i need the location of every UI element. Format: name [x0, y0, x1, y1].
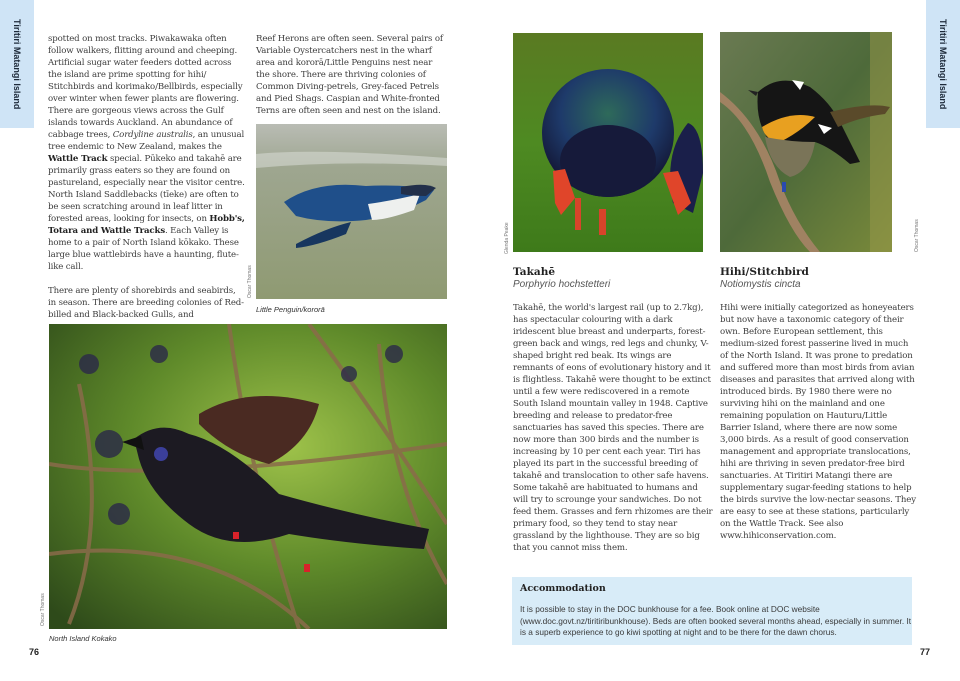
hihi-photo-credit: Oscar Thomas — [914, 219, 920, 252]
takahe-description — [513, 302, 713, 566]
accommodation-text: It is possible to stay in the DOC bunkhouse for a fee. Book online at DOC website (www.doc.govt.nz/tiritiribunkhouse). Beds are often booked several months ahead, especially in summer. It is a superb experience to go kiwi spotting at night and to be there for the dawn chorus. — [520, 604, 912, 637]
penguin-photo-caption: Little Penguin/kororā — [256, 305, 325, 314]
page-number-right: 77 — [920, 647, 931, 657]
left-column-1 — [48, 33, 246, 333]
kokako-image — [49, 324, 447, 629]
kokako-photo-credit: Oscar Thomas — [40, 593, 46, 626]
takahe-heading: Takahē — [513, 266, 556, 278]
north-island-kokako-photo — [49, 324, 447, 629]
hihi-latin-name: Notiomystis cincta — [720, 279, 801, 290]
latin-name: Cordyline australis — [112, 130, 193, 140]
track-name: Wattle Track — [48, 154, 108, 164]
page-number-left: 76 — [29, 647, 40, 657]
takahe-image — [513, 33, 703, 252]
takahe-paragraph: Takahē, the world's largest rail (up to 2.7kg), has spectacular colouring with a dark iridescent blue breast and underparts, forest-green back and wings, red legs and chunky, V-shaped bright red beak. Its wings are remnants of eons of evolutionary history and it is flightless. Takahē were thought to be extinct until a few were rediscovered in a remote South Island mountain valley in 1948. Captive breeding and release to predator-free sanctuaries has saved this species. There are now more than 300 birds and the number is increasing by 10 per cent each year. Tiri has played its part in the successful breeding of takahē and translocation to other safe havens. Some takahē are habituated to humans and will try to scrounge your sandwiches. Do not feed them. Grasses and fern rhizomes are their primary food, so they tend to stay near grassland by the lighthouse. They are so big that you cannot miss them. — [513, 303, 713, 553]
running-head-tab-left — [0, 0, 34, 128]
left-column-2-paragraph-1: Reef Herons are often seen. Several pairs of Variable Oystercatchers nest in the wharf area and kororā/Little Penguins nest near the shore. There are thriving colonies of Common Diving-petrels, Grey-faced Petrels and Pied Shags. Caspian and White-fronted Terns are often seen and nest on the island. — [256, 34, 443, 116]
hihi-paragraph: Hihi were initially categorized as honeyeaters but now have a taxonomic category of their own. Before European settlement, this medium-sized forest passerine lived in much of the North Island. It was prone to predation and suffered more than most birds from avian diseases and parasites that arrived along with introduced birds. By 1980 there were no surviving hihi on the mainland and one remaining population on Hauturu/Little Barrier Island, where there are now some 3,000 birds. As a result of good conservation management and appropriate translocations, hihi are thriving in seven predator-free bird sanctuaries. At Tiritiri Matangi there are supplementary sugar-feeding stations to help the birds survive the low-nectar seasons. They are easy to see at these stations, particularly on the Wattle Track. See also www.hihiconservation.com. — [720, 303, 916, 541]
takahe-latin-name: Porphyrio hochstetteri — [513, 279, 611, 290]
hihi-heading: Hihi/Stitchbird — [720, 266, 809, 278]
track-name: Hobb's, Totara and Wattle Tracks — [48, 214, 245, 236]
takahe-photo-credit: Glenda Peake — [504, 222, 510, 254]
running-head-left: Tiritiri Matangi Island — [12, 18, 22, 110]
running-head-right: Tiritiri Matangi Island — [938, 18, 948, 110]
left-column-1-paragraph-1: spotted on most tracks. Piwakawaka often follow walkers, flitting around and cheeping. Artificial sugar water feeders dotted across the island are prime spotting for hihi/ Stitchbirds and korimako/Bellbirds, especially over winter when fewer plants are flowering. There are gorgeous views across the Gulf islands towards Auckland. An abundance of cabbage trees, Cordyline australis, an unusual tree endemic to New Zealand, makes the Wattle Track special. Pūkeko and takahē are primarily grass eaters so they are found on pastureland, especially near the visitor centre. North Island Saddlebacks (tīeke) are often to be seen scratching around in leaf litter in forested areas, looking for insects, on Hobb's, Totara and Wattle Tracks. Each Valley is home to a pair of North Island kōkako. These large blue wattlebirds have a haunting, flute-like call. — [48, 34, 245, 272]
running-head-tab-right — [926, 0, 960, 128]
hihi-photo — [720, 32, 892, 252]
hihi-description — [720, 302, 916, 554]
takahe-photo — [513, 33, 703, 252]
left-column-1-paragraph-2: There are plenty of shorebirds and seabirds, in season. There are breeding colonies of Red-billed and Black-backed Gulls, and — [48, 286, 244, 320]
hihi-image — [720, 32, 892, 252]
kokako-photo-caption: North Island Kokako — [49, 634, 117, 643]
little-penguin-photo — [256, 124, 447, 299]
accommodation-heading: Accommodation — [520, 583, 606, 594]
penguin-photo-credit: Oscar Thomas — [247, 265, 253, 298]
penguin-image — [256, 124, 447, 299]
accommodation-box — [512, 577, 912, 645]
left-column-2 — [256, 33, 446, 129]
